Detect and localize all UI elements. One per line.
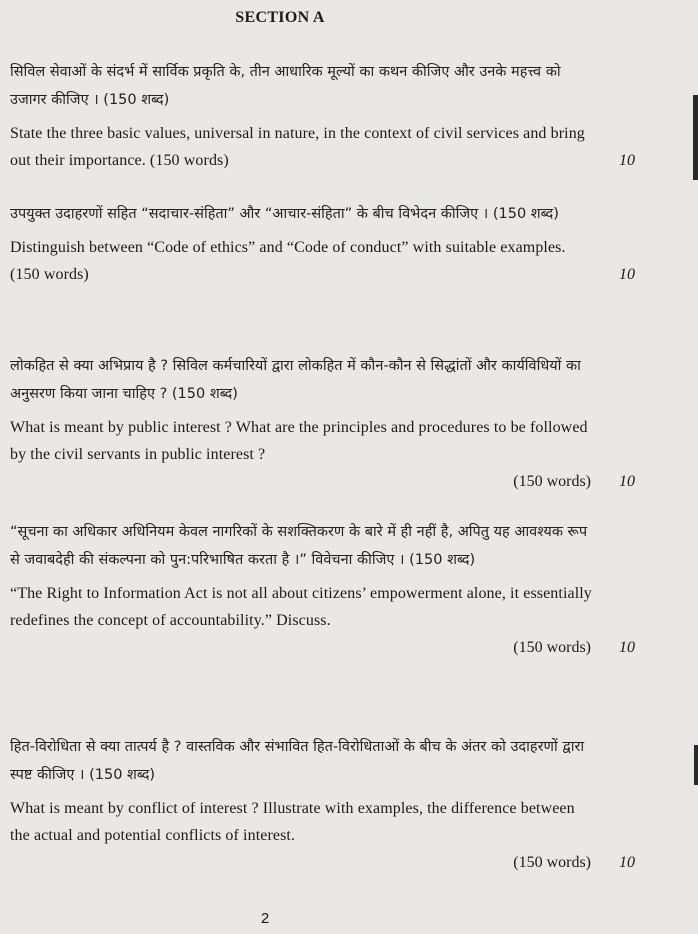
question-1-hindi: सिविल सेवाओं के संदर्भ में सार्विक प्रकृति के, तीन आधारिक मूल्यों का कथन कीजिए और उनके महत्त्व को उजागर कीजिए । (150 शब्द) [10,64,561,108]
scan-edge-mark [693,95,698,180]
question-4-word-limit: (150 words) [513,639,591,656]
question-5 [10,733,635,876]
page-number: 2 [260,910,270,927]
question-1 [10,58,635,174]
question-4-english: “The Right to Information Act is not all about citizens’ empowerment alone, it essentially redefines the concept of accountability.” Discuss. [10,585,592,629]
question-3-hindi: लोकहित से क्या अभिप्राय है ? सिविल कर्मचारियों द्वारा लोकहित में कौन-कौन से सिद्धांतों और कार्यविधियों का अनुसरण किया जाना चाहिए ? (150 शब्द) [10,358,581,402]
scan-edge-mark [694,745,698,785]
question-5-word-limit: (150 words) [513,854,591,871]
question-5-english: What is meant by conflict of interest ? Illustrate with examples, the difference between the actual and potential conflicts of interest. [10,800,575,844]
question-5-hindi: हित-विरोधिता से क्या तात्पर्य है ? वास्तविक और संभावित हित-विरोधिताओं के बीच के अंतर को उदाहरणों द्वारा स्पष्ट कीजिए । (150 शब्द) [10,739,585,783]
question-3-word-limit: (150 words) [513,473,591,490]
question-1-marks: 10 [619,152,635,169]
question-2 [10,200,635,288]
question-4-marks: 10 [619,639,635,656]
question-3-marks: 10 [619,473,635,490]
question-2-hindi: उपयुक्त उदाहरणों सहित “सदाचार-संहिता” और “आचार-संहिता” के बीच विभेदन कीजिए । (150 शब्द) [10,206,559,222]
question-5-marks: 10 [619,854,635,871]
section-title: SECTION A [235,9,325,26]
question-2-english: Distinguish between “Code of ethics” and “Code of conduct” with suitable examples. (150 words) [10,239,566,283]
question-1-english: State the three basic values, universal in nature, in the context of civil services and bring out their importance. (150 words) [10,125,585,169]
question-2-marks: 10 [619,266,635,283]
question-4 [10,518,635,661]
question-4-hindi: “सूचना का अधिकार अधिनियम केवल नागरिकों के सशक्तिकरण के बारे में ही नहीं है, अपितु यह आवश्यक रूप से जवाबदेही की संकल्पना को पुन:परिभाषित करता है ।” विवेचना कीजिए । (150 शब्द) [10,524,588,568]
question-3 [10,352,635,495]
question-3-english: What is meant by public interest ? What are the principles and procedures to be followed by the civil servants in public interest ? [10,419,588,463]
